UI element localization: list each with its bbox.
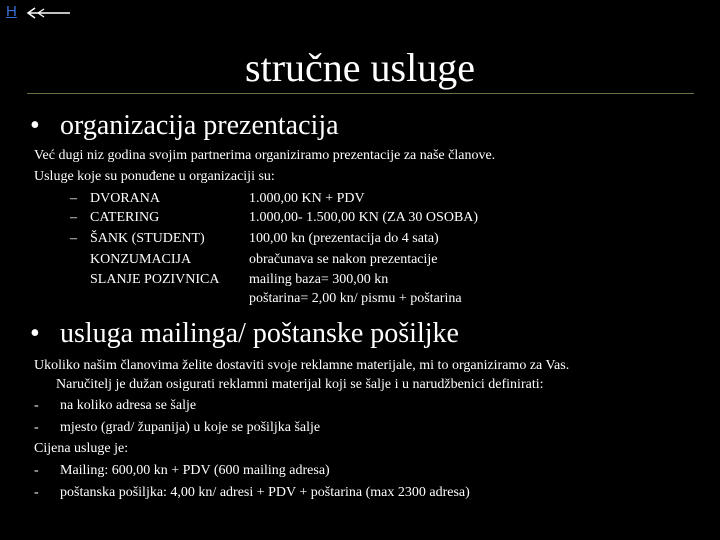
list-dash: – bbox=[70, 210, 77, 225]
body-text: Naručitelj je dužan osigurati reklamni materijal koji se šalje i u narudžbenici definirati: bbox=[56, 377, 544, 392]
list-item: poštanska pošiljka: 4,00 kn/ adresi + PDV + poštarina (max 2300 adresa) bbox=[60, 485, 470, 500]
service-price: 1.000,00- 1.500,00 KN (ZA 30 OSOBA) bbox=[249, 210, 479, 225]
service-price: obračunava se nakon prezentacije bbox=[249, 252, 438, 267]
list-item: Mailing: 600,00 kn + PDV (600 mailing adresa) bbox=[60, 463, 330, 478]
list-item: mjesto (grad/ županija) u koje se pošiljka šalje bbox=[60, 420, 321, 435]
list-dash: – bbox=[70, 231, 77, 246]
bullet-icon: • bbox=[30, 318, 40, 349]
nav-link[interactable]: H bbox=[6, 3, 17, 20]
service-price: 100,00 kn (prezentacija do 4 sata) bbox=[249, 231, 439, 246]
list-dash: - bbox=[34, 485, 39, 500]
back-arrow-icon[interactable] bbox=[26, 6, 72, 20]
bullet-icon: • bbox=[30, 110, 40, 141]
body-text: Ukoliko našim članovima želite dostaviti svoje reklamne materijale, mi to organiziramo za Vas. bbox=[34, 358, 570, 373]
list-dash: - bbox=[34, 420, 39, 435]
service-name: ŠANK (STUDENT) bbox=[90, 231, 205, 246]
service-price: mailing baza= 300,00 kn bbox=[249, 272, 389, 287]
intro-text: Već dugi niz godina svojim partnerima organiziramo prezentacije za naše članove. bbox=[34, 148, 496, 163]
service-name: CATERING bbox=[90, 210, 160, 225]
section-heading: usluga mailinga/ poštanske pošiljke bbox=[60, 318, 459, 349]
service-name: KONZUMACIJA bbox=[90, 252, 192, 267]
service-price: poštarina= 2,00 kn/ pismu + poštarina bbox=[249, 291, 462, 306]
list-dash: – bbox=[70, 191, 77, 206]
service-price: 1.000,00 KN + PDV bbox=[249, 191, 365, 206]
list-dash: - bbox=[34, 398, 39, 413]
list-dash: - bbox=[34, 463, 39, 478]
section-heading: organizacija prezentacija bbox=[60, 110, 339, 141]
slide-title: stručne usluge bbox=[245, 45, 475, 90]
service-name: DVORANA bbox=[90, 191, 160, 206]
intro-text: Usluge koje su ponuđene u organizaciji su: bbox=[34, 169, 275, 184]
title-divider bbox=[27, 93, 694, 94]
price-heading: Cijena usluge je: bbox=[34, 441, 129, 456]
list-item: na koliko adresa se šalje bbox=[60, 398, 197, 413]
service-name: SLANJE POZIVNICA bbox=[90, 272, 220, 287]
